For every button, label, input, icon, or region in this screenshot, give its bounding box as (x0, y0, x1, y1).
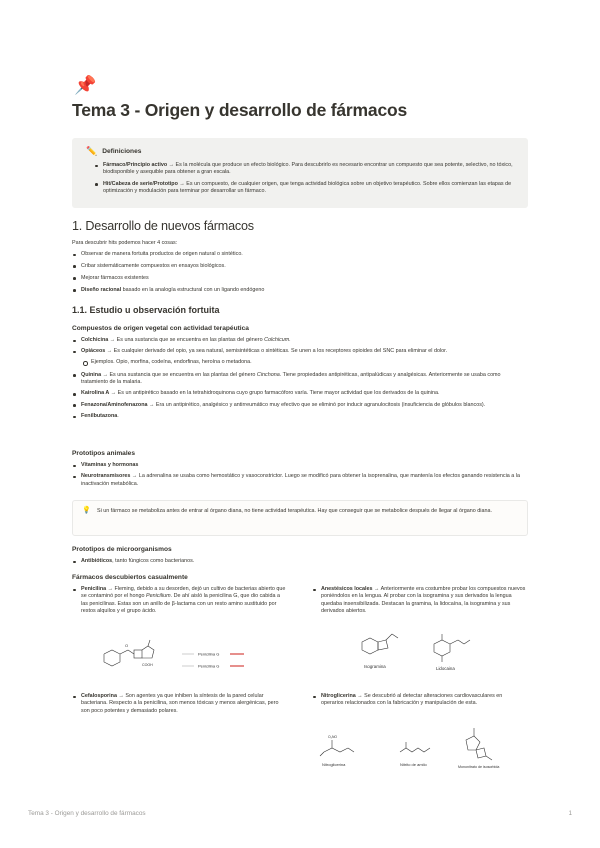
list-item (72, 275, 528, 282)
section-1-list (72, 251, 528, 299)
text: , tanto fúngicos como bacterianos. (112, 558, 195, 564)
section-1-1-heading: 1.1. Estudio u observación fortuita (72, 305, 220, 315)
vegetal-list (72, 337, 528, 420)
section-1-intro: Para descubrir hits podemos hacer 4 cosas: (72, 240, 178, 246)
nitro-label-1: O₂NO (328, 735, 338, 739)
penicillin-variants (182, 654, 194, 666)
casual-heading: Fármacos descubiertos casualmente (72, 574, 188, 581)
fig-lidocaina-label: Lidocaina (436, 666, 455, 671)
text: → La adrenalina se usaba como hemostático y vasoconstrictor. Luego se modificó para obtener la isoprenalina, que mantenía los efectos ganando resistencia a la inactivación metabólica. (81, 473, 520, 487)
definition-text: → Es la molécula que produce un efecto biológico. Para descubrirlo es necesario encontrar un compuesto que sea potente, selectivo, no tóxico, biodisponible y asequible para obtener a gran escala. (103, 162, 513, 176)
text: → Se descubrió al detectar alteraciones cardiovasculares en operarios relacionados con la fabricación y manipulación de esta. (321, 693, 503, 707)
lidocaina-skeleton (434, 634, 470, 662)
definitions-list (82, 162, 518, 195)
list-item-colchicina (72, 337, 528, 344)
list-item-text: Mejorar fármacos existentes (81, 274, 149, 281)
term: Kairolina A (81, 390, 110, 397)
list-item-vitaminas (72, 462, 528, 469)
page-title: Tema 3 - Origen y desarrollo de fármacos (72, 100, 407, 120)
footer-page-number: 1 (568, 810, 572, 817)
section-1-heading: 1. Desarrollo de nuevos fármacos (72, 219, 254, 233)
pencil-icon: ✏️ (86, 146, 98, 156)
definitions-title: Definiciones (102, 148, 142, 155)
definition-item (94, 181, 518, 196)
text: → Anteriormente era costumbre probar los compuestos nuevos poniéndolos en la lengua. Al probar con la isogramina y sus derivados la lengua quedaba insensibilizada. Destacan la gramina, la lidocaína, la isogramina y sus derivados abiertos. (321, 586, 526, 614)
term: Colchicina (81, 337, 109, 343)
penicilina-column (72, 586, 286, 618)
text: → Es una sustancia que se encuentra en las plantas del género (101, 371, 257, 378)
definitions-callout (72, 138, 528, 208)
pushpin-icon: 📌 (74, 75, 97, 95)
list-item-text: basado en la analogía estructural con un ligando endógeno (121, 286, 265, 293)
fig-nitrito-label: Nitrito de amilo (400, 762, 427, 767)
penicilina-fig-label-2: Penicilina G (198, 663, 220, 669)
penicilina-label-cooh: COOH (142, 663, 153, 667)
text: → Fleming, debido a su desorden, dejó un cultivo de bacterias abierto que se contaminó por el hongo (81, 586, 286, 600)
term: Anestésicos locales (321, 586, 373, 592)
cefalosporina-column (72, 693, 286, 718)
text: → Es un antipirético basado en la tetrahidroquinona cuyo grupo farmacóforo varía. Tiene mayor actividad que los derivados de la quinina. (109, 390, 440, 397)
term: Cefalosporina (81, 693, 117, 699)
nitroglicerina-column (312, 693, 526, 711)
lightbulb-icon: 💡 (82, 507, 91, 514)
vegetal-heading: Compuestos de origen vegetal con actividad terapéutica (72, 325, 249, 332)
term: Nitroglicerina (321, 693, 356, 699)
page-footer (28, 810, 572, 817)
term: Vitaminas y hormonas (81, 462, 139, 468)
mononitrato-skeleton (466, 728, 492, 760)
text: → Es cualquier derivado del opio, ya sea natural, semisintéticas o sintéticas. Se unen a los receptores opioides del SNC para eliminar el dolor. (105, 348, 448, 355)
anestesicos-column (312, 586, 526, 618)
text: → Era un antipirético, analgésico y antirreumático muy efectivo que se eliminó por inducir agranulocitosis (insuficiencia de glóbulos blancos). (147, 401, 486, 408)
text: → Son agentes ya que inhiben la síntesis de la pared celular bacteriana. Respecto a la penicilina, son menos tóxicas y menos alergénicas, pero son poco potentes y demasiado polares. (81, 693, 279, 714)
text: → Es una sustancia que se encuentra en las plantas del género (108, 337, 265, 343)
fig-mononitrato-label: Mononitrato de isosorbida (458, 765, 500, 769)
definitions-title-row (86, 146, 518, 157)
list-item-quinina (72, 372, 528, 387)
list-item-text: Observar de manera fortuita productos de origen natural o sintético. (81, 251, 243, 257)
nitratos-structure-figure (316, 722, 516, 772)
penicilina-label-o: O (125, 643, 129, 648)
list-item-kairolina (72, 390, 528, 397)
term: Quinina (81, 371, 102, 378)
list-item (72, 263, 528, 270)
genus: Colchicum. (264, 337, 291, 343)
hint-text: Si un fármaco se metaboliza antes de entrar al órgano diana, no tiene actividad terapéutica. Hay que conseguir que se metabolice después de llegar al órgano diana. (97, 508, 492, 514)
list-item (72, 251, 528, 258)
penicilina-structure-figure (98, 636, 278, 676)
micro-list (72, 558, 528, 565)
list-item-opiaceos-sub (82, 359, 528, 366)
list-item-antibioticos (72, 558, 528, 565)
list-item-nitroglicerina (312, 693, 526, 708)
term: Penicilina (81, 586, 107, 592)
definition-term: Fármaco/Principio activo (103, 162, 168, 168)
list-item-neurotransmisores (72, 473, 528, 488)
term: Neurotransmisores (81, 473, 131, 480)
nitroglicerina-skeleton (320, 740, 354, 756)
list-item-text: Cribar sistemáticamente compuestos en ensayos biológicos. (81, 262, 226, 269)
genus: Cinchona (256, 371, 280, 378)
list-item-fenilbutazona (72, 413, 528, 420)
text: . (117, 413, 119, 420)
term: Fenilbutazona (81, 413, 118, 420)
animales-list (72, 462, 528, 488)
definition-text: → Es un compuesto, de cualquier origen, que tenga actividad biológica sobre un objetivo terapéutico. Sobre ellos comienzan las etapas de optimización y modulación para terminar por desarrollar un fármaco. (103, 180, 512, 194)
term: Fenazona/Aminofenazona (81, 401, 148, 408)
footer-title: Tema 3 - Origen y desarrollo de fármacos (28, 810, 146, 817)
list-item-penicilina (72, 586, 286, 615)
list-item-term: Diseño racional (81, 286, 122, 293)
term: Antibióticos (81, 558, 113, 564)
text: . Tiene propiedades antipiréticas, antipalúdicas y analgésicas. Anteriormente se usaba como tratamiento de la malaria. (81, 371, 501, 386)
list-item-fenazona (72, 402, 528, 409)
genus: Penicilium (146, 593, 171, 600)
animales-heading: Prototipos animales (72, 450, 136, 457)
fig-isogramina-label: Isogramina (364, 664, 386, 669)
isogramina-skeleton (362, 634, 398, 654)
penicilina-fig-label-1: Penicilina G (198, 651, 220, 657)
definition-term: Hit/Cabeza de serie/Prototipo (103, 180, 178, 187)
list-item-anestesicos (312, 586, 526, 615)
list-item-opiaceos (72, 348, 528, 355)
nitrito-skeleton (400, 742, 430, 752)
list-item (72, 287, 528, 294)
text: . De ahí aisló la penicilina G, que dio cabida a las penicilinas. Estas son un anillo de β-lactama con un resto amino sustituido por restos alquilos y el grupo ácido. (81, 593, 280, 614)
term: Opiáceos (81, 348, 106, 355)
hint-callout (72, 500, 528, 536)
micro-heading: Prototipos de microorganismos (72, 546, 172, 553)
list-item-cefalosporina (72, 693, 286, 715)
fig-nitro-label: Nitroglicerina (322, 762, 346, 767)
anestesicos-structure-figure (352, 628, 502, 676)
text: Ejemplos. Opio, morfina, codeína, endorfinas, heroína o metadona. (91, 358, 252, 365)
definition-item (94, 162, 518, 177)
